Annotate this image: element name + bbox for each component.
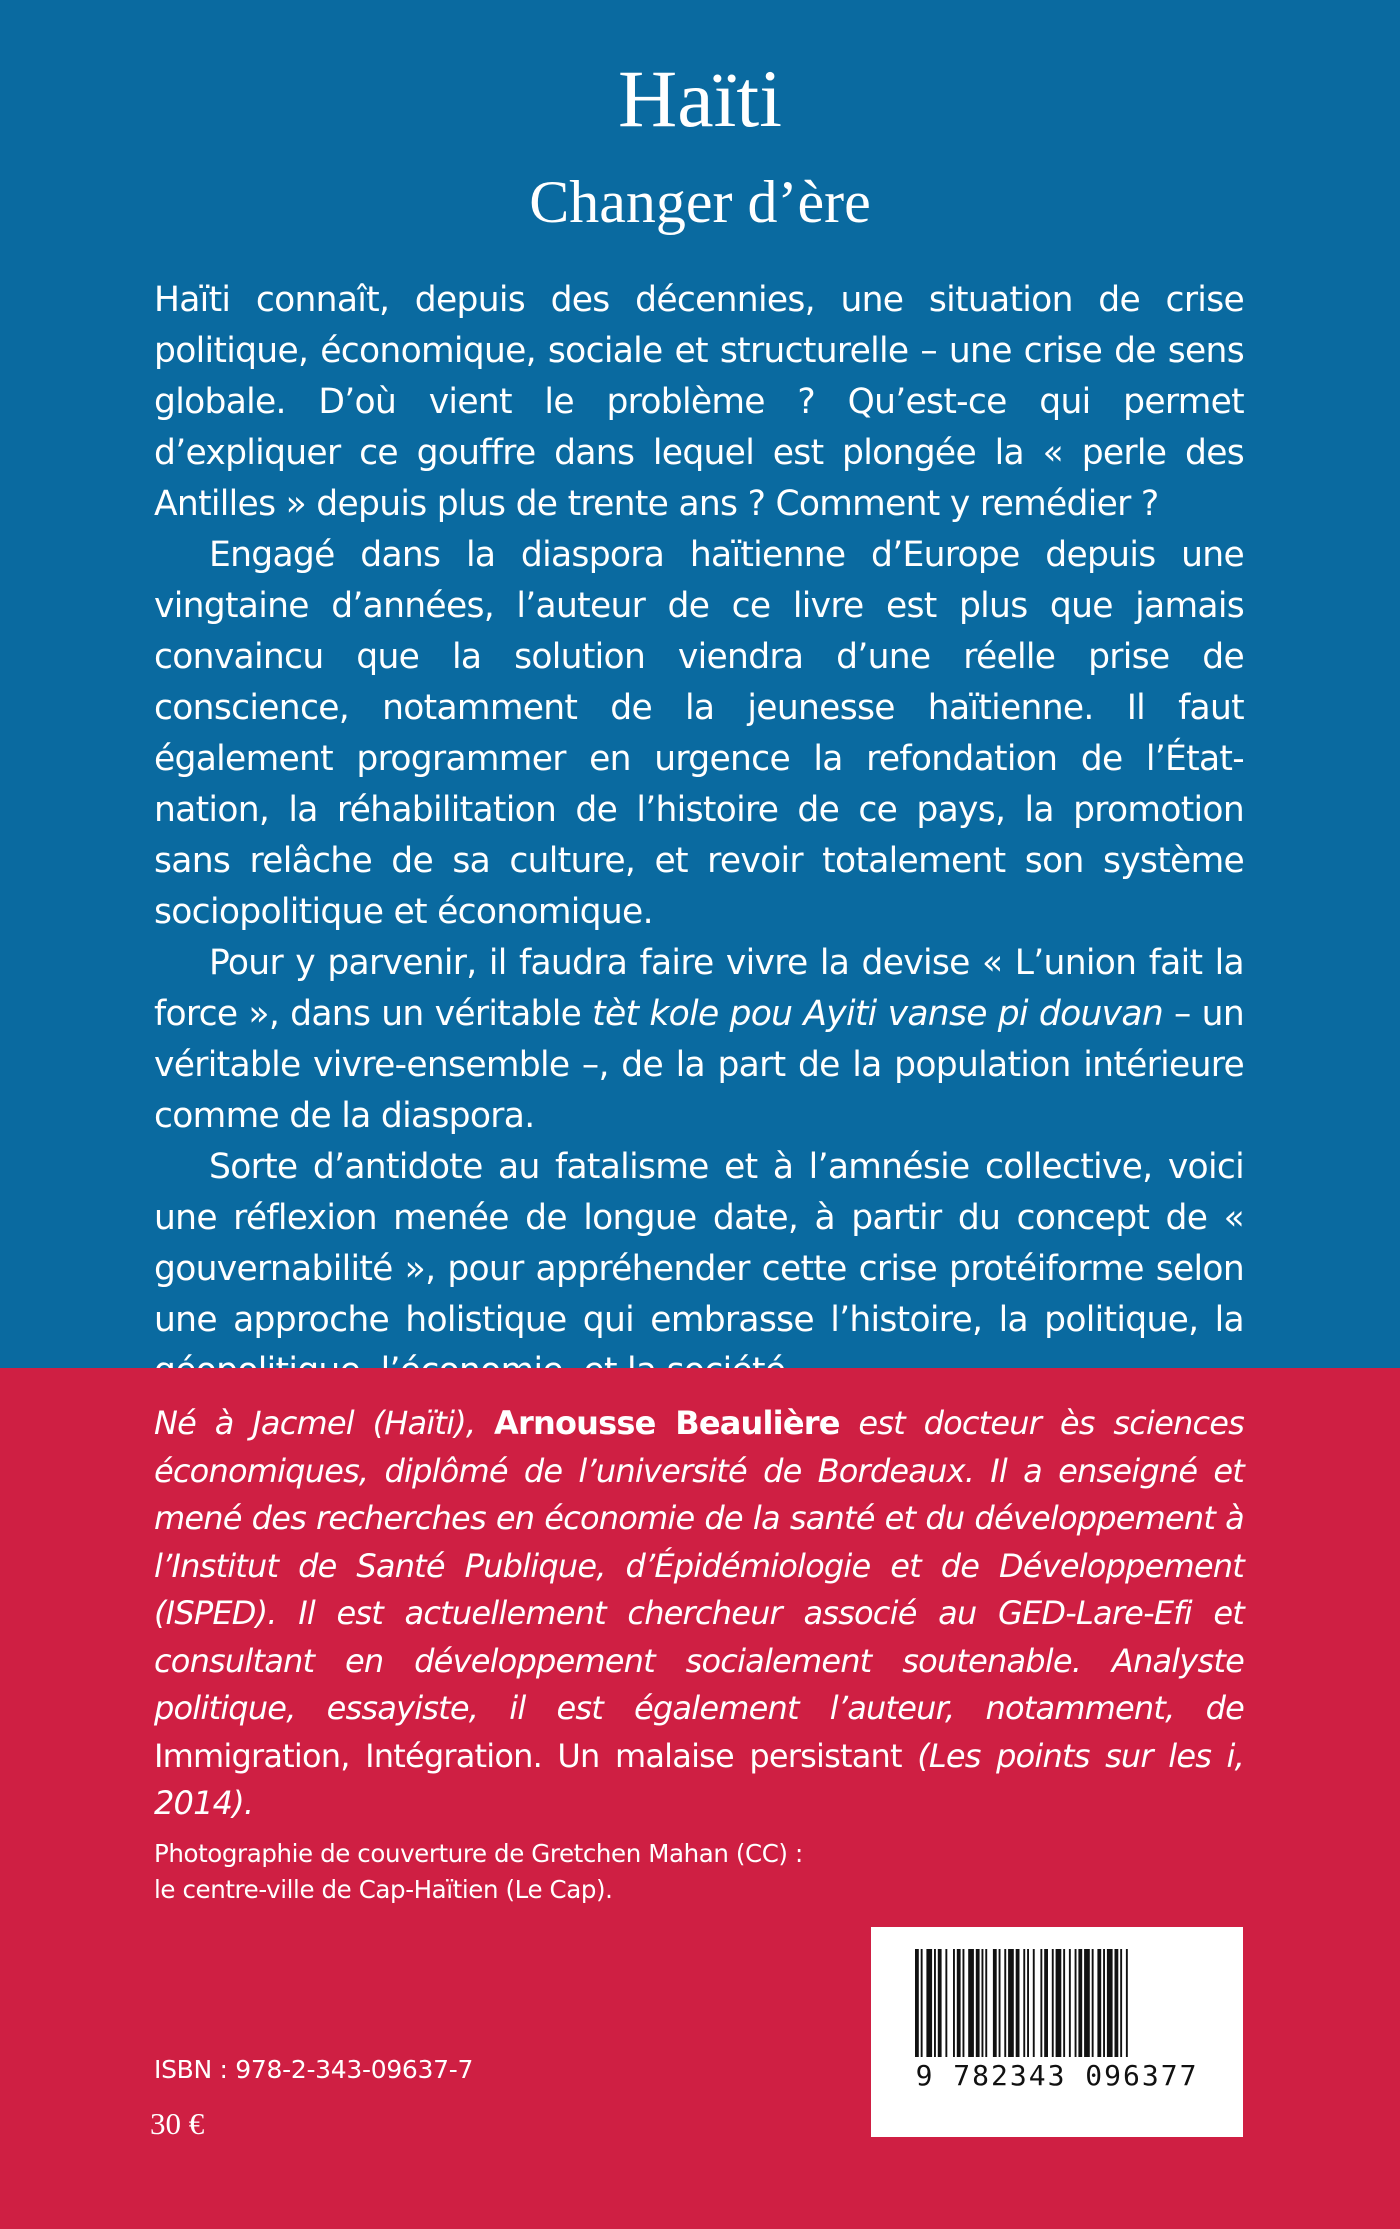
- barcode-bar: [1052, 1949, 1054, 2057]
- blurb-paragraph-4: Sorte d’antidote au fatalisme et à l’amnésie collective, voici une réflexion menée de longue date, à partir du concept de « gouvernabilité », pour appréhender cette crise protéiforme selon une approche holistique qui embrasse l’histoire, la politique, la: [154, 1147, 1244, 1340]
- blurb-paragraph-1: Haïti connaît, depuis des décennies, une situation de crise politique, économique, sociale et structurelle – une crise de sens globale. D’où vient le problème ? Qu’est-ce qui permet d’expliquer ce gouffre dans lequel est plongée la « perle des Antilles » depuis plus de trente ans ? Comment y remédier ?: [154, 280, 1244, 524]
- barcode-bar: [1126, 1949, 1128, 2057]
- price: 30 €: [150, 2106, 205, 2141]
- barcode-bar: [985, 1949, 987, 2057]
- barcode-bar: [1027, 1949, 1029, 2057]
- barcode-bar: [982, 1949, 984, 2057]
- barcode-bar: [1069, 1949, 1071, 2057]
- barcode-bar: [1097, 1949, 1101, 2057]
- barcode-bar: [1023, 1949, 1025, 2057]
- barcode-bar: [953, 1949, 955, 2057]
- barcode-bar: [999, 1949, 1001, 2057]
- barcode-bar: [926, 1949, 932, 2057]
- blurb-paragraph-3: [154, 938, 1244, 1142]
- barcode-bar: [1004, 1949, 1006, 2057]
- barcode-bar: [915, 1949, 919, 2057]
- previous-book-title: Immigration, Intégration. Un malaise persistant: [154, 1736, 902, 1775]
- isbn: ISBN : 978-2-343-09637-7: [154, 2055, 474, 2084]
- bio-intro: Né à Jacmel (Haïti),: [154, 1404, 495, 1442]
- barcode-bar: [938, 1949, 942, 2057]
- barcode-digits: 9 782343 096377: [915, 2059, 1199, 2092]
- barcode-bar: [1008, 1949, 1014, 2057]
- barcode-bar: [968, 1949, 974, 2057]
- barcode: [871, 1927, 1243, 2137]
- bio-ending: (Les points sur les i, 2014).: [154, 1736, 1244, 1822]
- barcode-bar: [921, 1949, 923, 2057]
- barcode-bar: [1120, 1949, 1122, 2057]
- author-name: Arnousse Beaulière: [494, 1404, 840, 1442]
- barcode-bar: [1056, 1949, 1062, 2057]
- barcode-bar: [945, 1949, 947, 2057]
- barcode-bar: [1084, 1949, 1090, 2057]
- barcode-bar: [1115, 1949, 1119, 2057]
- blurb-p3-end: – un véritable vivre-ensemble –, de la part de la population intérieure comme de la diaspora.: [154, 994, 1244, 1136]
- creole-phrase: tèt kole pou Ayiti vanse pi douvan: [592, 994, 1164, 1034]
- book-subtitle: Changer d’ère: [529, 169, 871, 235]
- barcode-bar: [976, 1949, 980, 2057]
- barcode-bar: [1063, 1949, 1065, 2057]
- author-bio: [154, 1400, 1244, 1828]
- barcode-bar: [963, 1949, 965, 2057]
- barcode-bar: [1044, 1949, 1048, 2057]
- barcode-bar: [1075, 1949, 1077, 2057]
- blurb: [154, 275, 1244, 1397]
- barcode-bar: [934, 1949, 936, 2057]
- book-title: Haïti: [618, 53, 782, 144]
- photo-credit: [154, 1836, 954, 1908]
- photo-credit-line-1: Photographie de couverture de Gretchen Mahan (CC) :: [154, 1839, 803, 1868]
- photo-credit-line-2: le centre-ville de Cap-Haïtien (Le Cap).: [154, 1875, 613, 1904]
- barcode-bar: [1016, 1949, 1020, 2057]
- barcode-bar: [1078, 1949, 1082, 2057]
- barcode-bar: [1033, 1949, 1035, 2057]
- barcode-bar: [1107, 1949, 1113, 2057]
- barcode-bar: [993, 1949, 997, 2057]
- bio-body: est docteur ès sciences économiques, diplômé de l’université de Bordeaux. Il a enseigné et mené des recherches en économie de la santé et du développement à l’Institut de Santé Publique, d’Épidémiologie et de Développement (ISPED). Il est actuellement chercheur associé au GED-Lare-Efi et consultant en développement socialement soutenable. Analyste politique, essayiste, il est également l’auteur, notamment, de: [154, 1404, 1244, 1727]
- barcode-bar: [1092, 1949, 1094, 2057]
- blurb-paragraph-2: Engagé dans la diaspora haïtienne d’Europe depuis une vingtaine d’années, l’auteur de ce livre est plus que jamais convaincu que la solution viendra d’une réelle prise de conscience, notamment de la jeunesse haïtienne. Il faut également programmer en urgence la refondation de l’État-nation, la réhabilitation de l’histoire de ce pays, la promotion sans relâche de sa culture, et revoir totalement son système sociopolitique et économique.: [154, 535, 1244, 932]
- blurb-p3-start: Pour y parvenir, il faudra faire vivre la devise « L’union fait la force », dans un véritable: [154, 943, 1244, 1034]
- barcode-bar: [957, 1949, 961, 2057]
- barcode-bar: [1040, 1949, 1042, 2057]
- barcode-bar: [1103, 1949, 1105, 2057]
